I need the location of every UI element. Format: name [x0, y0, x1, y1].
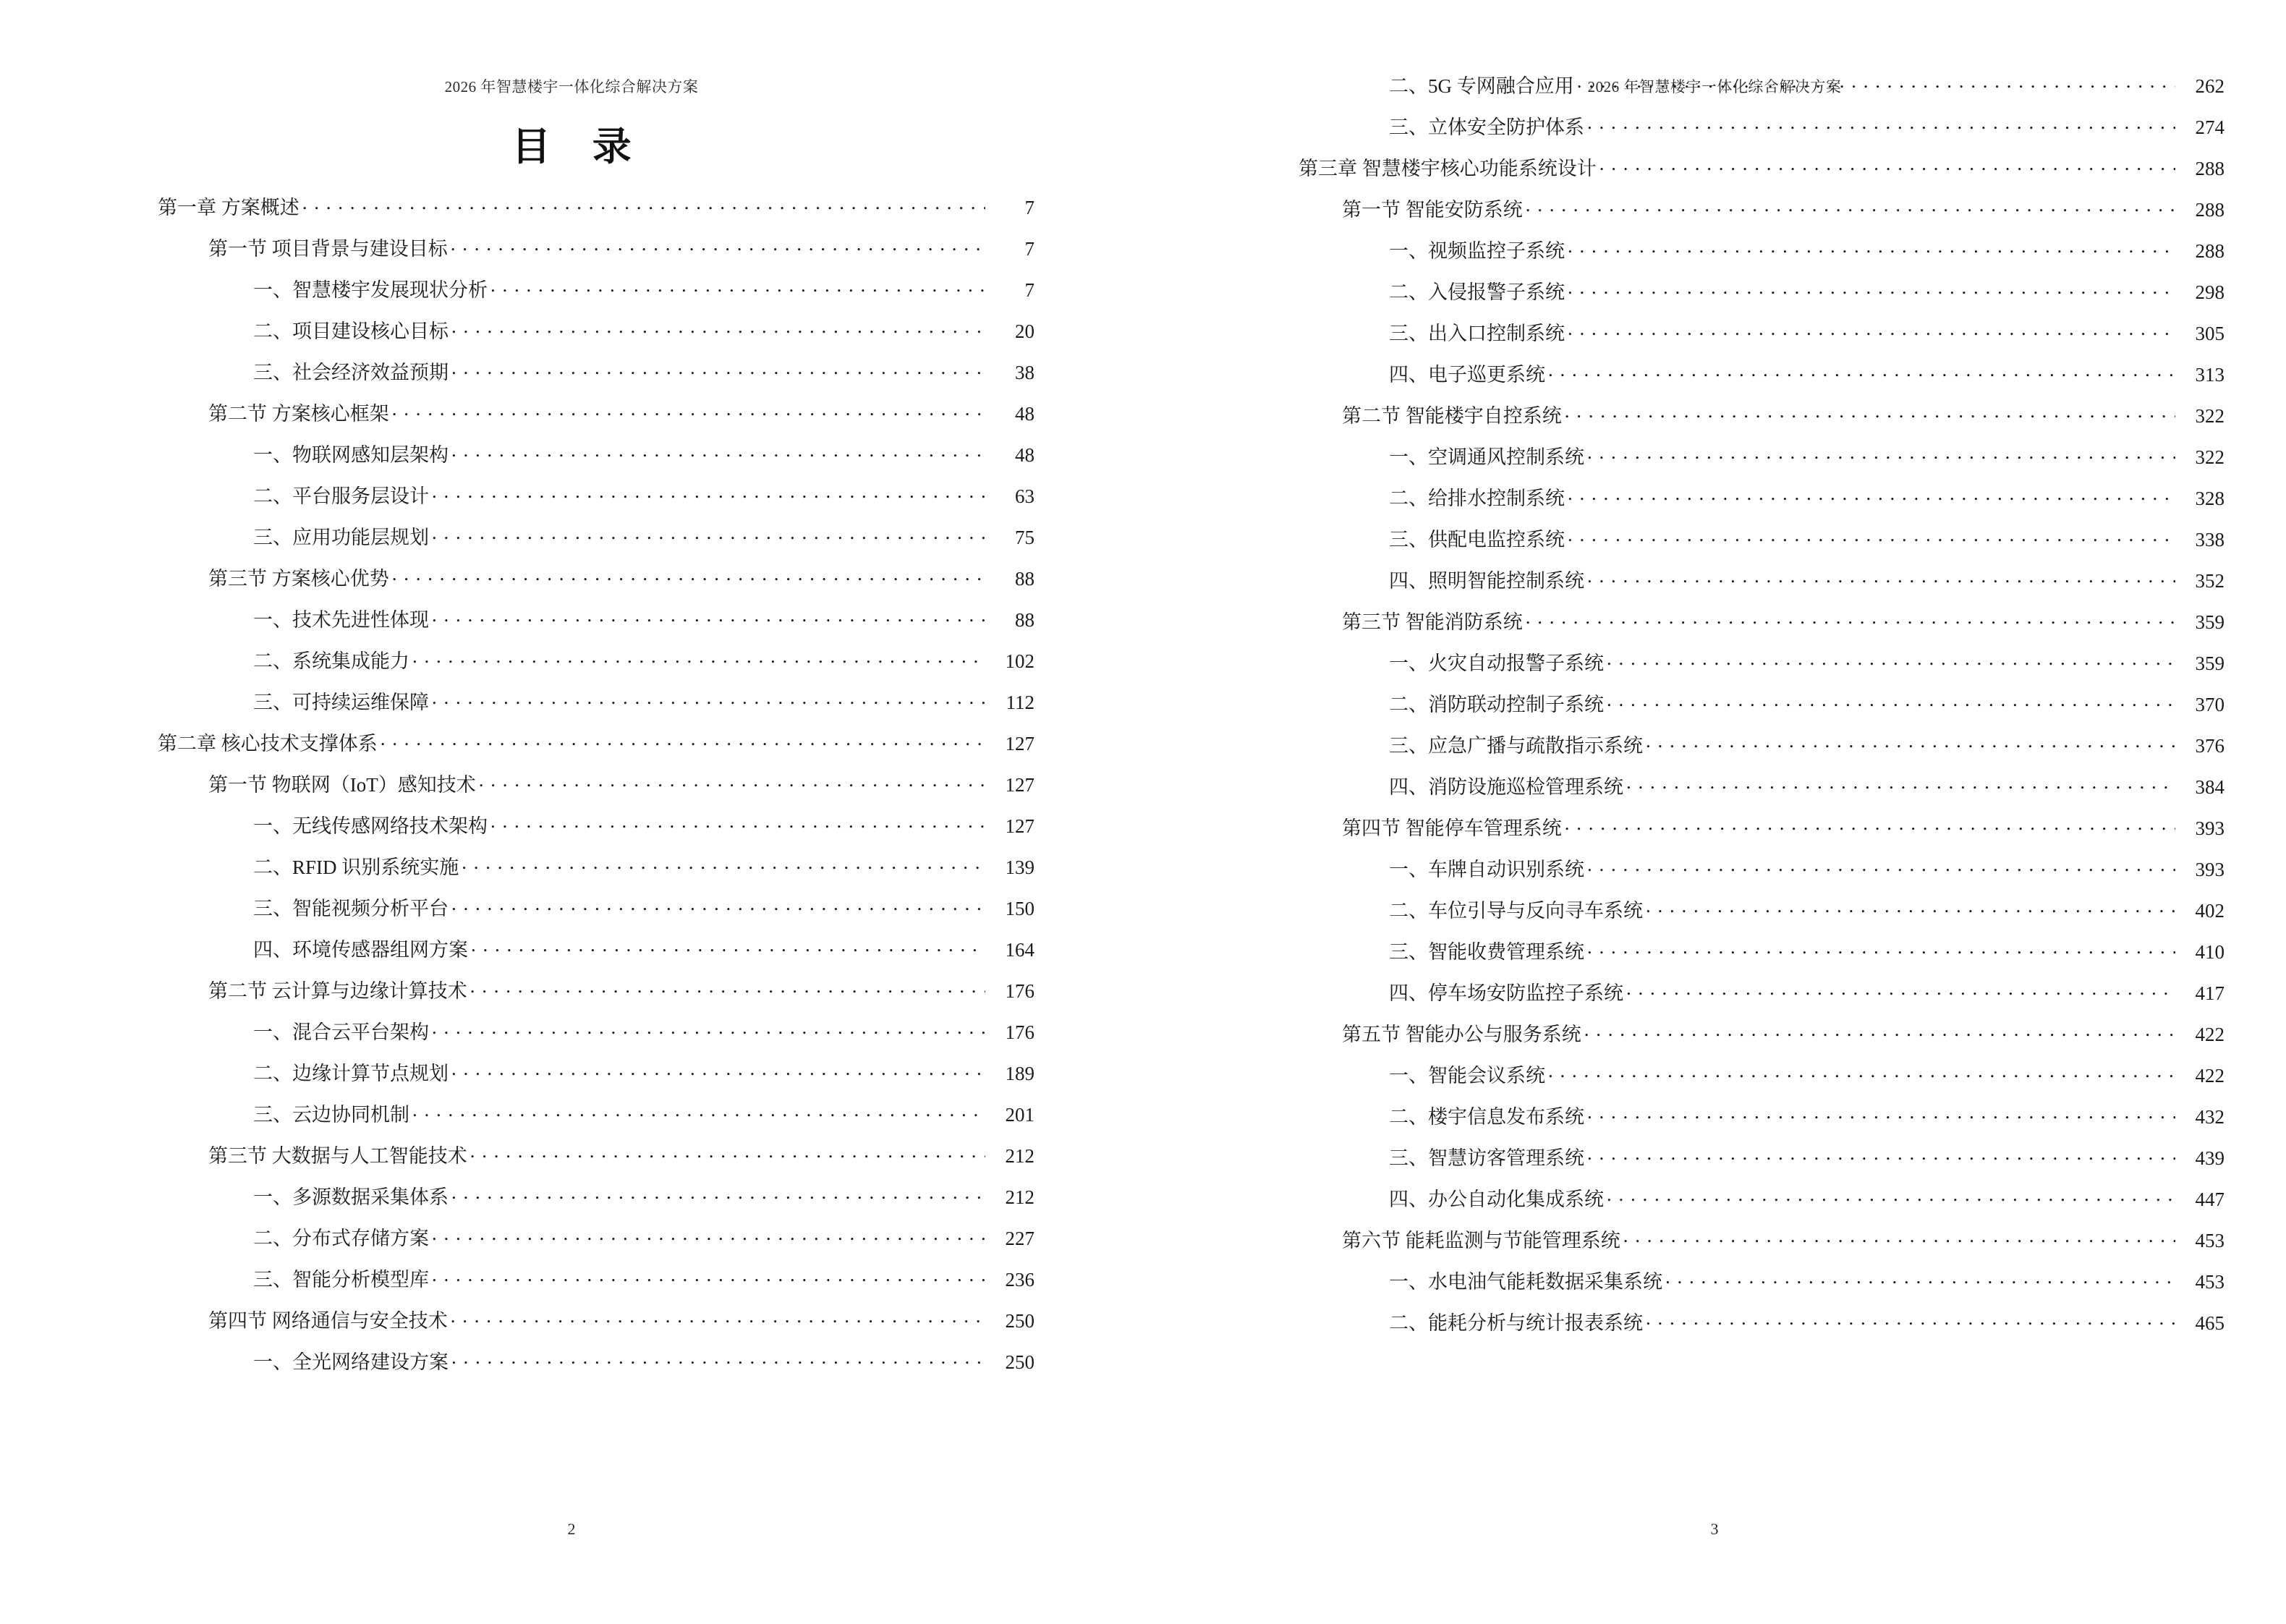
toc-entry-page-number: 63	[1015, 485, 1034, 507]
toc-leader-dots	[432, 1265, 985, 1285]
toc-entry-sub[interactable]	[0, 467, 1143, 508]
toc-entry-page-number: 359	[2195, 652, 2225, 674]
toc-entry-page-number: 112	[1006, 692, 1034, 713]
toc-leader-dots	[479, 770, 985, 790]
toc-leader-dots	[462, 853, 985, 872]
toc-entry-page-number: 322	[2195, 405, 2225, 427]
toc-leader-dots	[1646, 731, 2175, 751]
toc-leader-dots	[432, 605, 985, 625]
toc-entry-label: 三、社会经济效益预期	[253, 362, 449, 383]
toc-entry-sub[interactable]	[0, 673, 1143, 714]
toc-entry-sub[interactable]	[1143, 675, 2286, 716]
toc-entry-page-number: 465	[2195, 1312, 2225, 1334]
toc-entry-sub[interactable]	[0, 1332, 1143, 1374]
toc-leader-dots	[1587, 855, 2175, 875]
toc-entry-label: 三、供配电监控系统	[1389, 529, 1565, 550]
toc-leader-dots	[451, 1183, 985, 1202]
toc-leader-dots	[1577, 72, 2175, 91]
toc-entry-section[interactable]	[1143, 592, 2286, 634]
toc-entry-label: 一、混合云平台架构	[253, 1021, 429, 1043]
toc-entry-page-number: 410	[2195, 941, 2225, 963]
toc-entry-page-number: 422	[2195, 1065, 2225, 1087]
toc-entry-label: 四、环境传感器组网方案	[253, 939, 468, 961]
toc-leader-dots	[302, 193, 985, 213]
toc-entry-sub[interactable]	[0, 838, 1143, 879]
toc-entry-section[interactable]	[1143, 386, 2286, 428]
toc-entry-page-number: 164	[1005, 939, 1034, 961]
toc-entry-page-number: 212	[1005, 1145, 1034, 1167]
toc-entry-label: 一、车牌自动识别系统	[1389, 859, 1584, 880]
toc-entry-label: 第六节 能耗监测与节能管理系统	[1342, 1230, 1620, 1251]
toc-entry-label: 二、5G 专网融合应用	[1389, 75, 1574, 97]
page-right	[1143, 0, 2286, 1624]
toc-entry-sub[interactable]	[1143, 840, 2286, 881]
toc-entry-label: 三、应用功能层规划	[253, 527, 429, 548]
toc-leader-dots	[1565, 401, 2175, 421]
running-head-right: 2026 年智慧楼宇一体化综合解决方案	[1587, 78, 1842, 95]
toc-entry-label: 第一节 智能安防系统	[1342, 199, 1523, 221]
toc-entry-page-number: 402	[2195, 900, 2225, 922]
toc-leader-dots	[451, 358, 985, 378]
toc-list-right	[1143, 56, 2286, 1335]
toc-leader-dots	[1568, 319, 2175, 339]
toc-entry-page-number: 453	[2195, 1230, 2225, 1251]
toc-entry-sub[interactable]	[1143, 551, 2286, 592]
toc-entry-page-number: 227	[1005, 1228, 1034, 1249]
toc-entry-label: 三、立体安全防护体系	[1389, 116, 1584, 138]
toc-entry-page-number: 305	[2195, 323, 2225, 344]
toc-entry-section[interactable]	[0, 961, 1143, 1003]
toc-leader-dots	[451, 1348, 985, 1367]
toc-leader-dots	[451, 1306, 985, 1326]
toc-entry-label: 第二章 核心技术支撑体系	[158, 733, 378, 754]
toc-entry-label: 一、物联网感知层架构	[253, 444, 449, 466]
toc-entry-label: 二、系统集成能力	[253, 650, 409, 672]
toc-entry-sub[interactable]	[1143, 922, 2286, 964]
toc-entry-page-number: 352	[2195, 570, 2225, 592]
toc-list-left	[0, 178, 1143, 1374]
toc-entry-label: 二、车位引导与反向寻车系统	[1389, 900, 1643, 922]
toc-entry-sub[interactable]	[0, 1168, 1143, 1209]
toc-leader-dots	[490, 812, 985, 831]
toc-entry-page-number: 102	[1005, 650, 1034, 672]
toc-entry-page-number: 376	[2195, 735, 2225, 757]
toc-entry-section[interactable]	[0, 384, 1143, 425]
toc-leader-dots	[1607, 649, 2175, 668]
toc-entry-page-number: 393	[2195, 817, 2225, 839]
toc-entry-sub[interactable]	[1143, 98, 2286, 139]
toc-leader-dots	[1599, 154, 2175, 174]
toc-entry-label: 二、分布式存储方案	[253, 1228, 429, 1249]
toc-entry-page-number: 274	[2195, 116, 2225, 138]
toc-entry-label: 二、项目建设核心目标	[253, 320, 449, 342]
toc-entry-page-number: 370	[2195, 694, 2225, 715]
toc-entry-label: 二、消防联动控制子系统	[1389, 694, 1604, 715]
toc-entry-section[interactable]	[1143, 1211, 2286, 1252]
toc-entry-label: 第一节 项目背景与建设目标	[208, 238, 448, 260]
toc-entry-sub[interactable]	[1143, 304, 2286, 345]
toc-entry-page-number: 298	[2195, 281, 2225, 303]
toc-entry-sub[interactable]	[1143, 469, 2286, 510]
toc-entry-label: 三、智能收费管理系统	[1389, 941, 1584, 963]
toc-entry-page-number: 432	[2195, 1106, 2225, 1128]
toc-entry-sub[interactable]	[1143, 1087, 2286, 1128]
toc-entry-sub[interactable]	[1143, 263, 2286, 304]
toc-entry-label: 一、智能会议系统	[1389, 1065, 1545, 1087]
toc-entry-label: 一、火灾自动报警子系统	[1389, 652, 1604, 674]
toc-entry-sub[interactable]	[0, 1003, 1143, 1044]
toc-entry-page-number: 48	[1015, 444, 1034, 466]
toc-entry-sub[interactable]	[1143, 881, 2286, 922]
toc-entry-sub[interactable]	[1143, 510, 2286, 551]
page-title: 目 录	[511, 125, 647, 169]
toc-entry-page-number: 20	[1015, 320, 1034, 342]
toc-entry-label: 三、智能分析模型库	[253, 1269, 429, 1291]
folio-right: 3	[1710, 1520, 1719, 1538]
toc-entry-sub[interactable]	[1143, 1293, 2286, 1335]
toc-entry-sub[interactable]	[0, 260, 1143, 302]
toc-leader-dots	[432, 688, 985, 707]
running-head-left: 2026 年智慧楼宇一体化综合解决方案	[444, 78, 699, 95]
toc-entry-label: 一、技术先进性体现	[253, 609, 429, 631]
toc-leader-dots	[1665, 1267, 2175, 1287]
toc-entry-page-number: 447	[2195, 1189, 2225, 1210]
toc-entry-page-number: 139	[1005, 856, 1034, 878]
toc-entry-sub[interactable]	[1143, 716, 2286, 757]
toc-entry-label: 第四节 智能停车管理系统	[1342, 817, 1562, 839]
toc-entry-label: 第三节 大数据与人工智能技术	[208, 1145, 467, 1167]
toc-entry-page-number: 384	[2195, 776, 2225, 798]
toc-entry-page-number: 359	[2195, 611, 2225, 633]
toc-entry-sub[interactable]	[1143, 56, 2286, 98]
toc-entry-label: 三、云边协同机制	[253, 1104, 409, 1126]
toc-entry-label: 二、楼宇信息发布系统	[1389, 1106, 1584, 1128]
toc-entry-sub[interactable]	[0, 632, 1143, 673]
toc-entry-label: 一、无线传感网络技术架构	[253, 815, 488, 837]
toc-leader-dots	[451, 894, 985, 914]
toc-entry-label: 四、照明智能控制系统	[1389, 570, 1584, 592]
toc-entry-sub[interactable]	[1143, 1252, 2286, 1293]
toc-entry-page-number: 439	[2195, 1147, 2225, 1169]
toc-leader-dots	[412, 647, 985, 666]
toc-entry-sub[interactable]	[1143, 345, 2286, 386]
toc-entry-page-number: 48	[1015, 403, 1034, 425]
toc-entry-sub[interactable]	[0, 1250, 1143, 1291]
toc-entry-page-number: 38	[1015, 362, 1034, 383]
toc-leader-dots	[451, 441, 985, 460]
toc-leader-dots	[432, 482, 985, 501]
toc-entry-section[interactable]	[1143, 799, 2286, 840]
toc-entry-sub[interactable]	[0, 302, 1143, 343]
toc-entry-page-number: 393	[2195, 859, 2225, 880]
toc-entry-label: 三、智慧访客管理系统	[1389, 1147, 1584, 1169]
toc-leader-dots	[1587, 938, 2175, 957]
toc-entry-sub[interactable]	[0, 425, 1143, 467]
toc-entry-chapter[interactable]	[1143, 139, 2286, 180]
toc-leader-dots	[451, 234, 985, 254]
toc-entry-label: 第五节 智能办公与服务系统	[1342, 1024, 1581, 1045]
toc-leader-dots	[432, 523, 985, 543]
toc-leader-dots	[432, 1018, 985, 1037]
toc-entry-sub[interactable]	[0, 1044, 1143, 1085]
toc-entry-label: 一、空调通风控制系统	[1389, 446, 1584, 468]
toc-entry-label: 四、办公自动化集成系统	[1389, 1189, 1604, 1210]
toc-entry-page-number: 88	[1015, 609, 1034, 631]
toc-entry-label: 一、全光网络建设方案	[253, 1351, 449, 1373]
toc-entry-page-number: 322	[2195, 446, 2225, 468]
toc-entry-label: 三、可持续运维保障	[253, 692, 429, 713]
toc-entry-section[interactable]	[1143, 1005, 2286, 1046]
toc-leader-dots	[1587, 1144, 2175, 1163]
toc-entry-label: 第一节 物联网（IoT）感知技术	[208, 774, 476, 796]
toc-leader-dots	[1646, 896, 2175, 916]
toc-entry-label: 三、智能视频分析平台	[253, 898, 449, 919]
toc-entry-page-number: 127	[1005, 815, 1034, 837]
toc-entry-page-number: 7	[1024, 279, 1034, 301]
toc-entry-label: 第四节 网络通信与安全技术	[208, 1310, 448, 1332]
toc-entry-page-number: 453	[2195, 1271, 2225, 1293]
toc-entry-page-number: 422	[2195, 1024, 2225, 1045]
toc-leader-dots	[1587, 1102, 2175, 1122]
toc-leader-dots	[381, 729, 985, 749]
toc-leader-dots	[470, 977, 985, 996]
toc-leader-dots	[1587, 443, 2175, 462]
toc-leader-dots	[1626, 979, 2175, 998]
toc-entry-sub[interactable]	[1143, 964, 2286, 1005]
toc-leader-dots	[1565, 814, 2175, 833]
toc-leader-dots	[412, 1100, 985, 1120]
toc-leader-dots	[1626, 773, 2175, 792]
toc-entry-page-number: 338	[2195, 529, 2225, 550]
toc-leader-dots	[1548, 360, 2175, 380]
toc-leader-dots	[1587, 113, 2175, 132]
toc-entry-label: 二、边缘计算节点规划	[253, 1063, 449, 1084]
toc-leader-dots	[1526, 608, 2175, 627]
toc-entry-sub[interactable]	[1143, 1128, 2286, 1170]
toc-entry-sub[interactable]	[1143, 428, 2286, 469]
toc-entry-page-number: 262	[2195, 75, 2225, 97]
toc-entry-page-number: 288	[2195, 158, 2225, 179]
toc-entry-sub[interactable]	[0, 796, 1143, 838]
toc-leader-dots	[1548, 1061, 2175, 1081]
toc-entry-sub[interactable]	[1143, 221, 2286, 263]
toc-entry-sub[interactable]	[0, 590, 1143, 632]
toc-leader-dots	[1623, 1226, 2175, 1246]
toc-leader-dots	[1584, 1020, 2175, 1040]
toc-leader-dots	[1568, 237, 2175, 256]
toc-entry-label: 四、停车场安防监控子系统	[1389, 982, 1623, 1004]
toc-leader-dots	[392, 564, 985, 584]
toc-entry-page-number: 75	[1015, 527, 1034, 548]
toc-entry-page-number: 88	[1015, 568, 1034, 590]
toc-entry-label: 第二节 智能楼宇自控系统	[1342, 405, 1562, 427]
toc-entry-section[interactable]	[0, 1291, 1143, 1332]
toc-leader-dots	[1646, 1309, 2175, 1328]
toc-entry-page-number: 150	[1005, 898, 1034, 919]
toc-entry-page-number: 176	[1005, 1021, 1034, 1043]
toc-entry-page-number: 7	[1024, 238, 1034, 260]
toc-entry-section[interactable]	[0, 219, 1143, 260]
toc-entry-label: 第二节 方案核心框架	[208, 403, 389, 425]
toc-entry-label: 二、给排水控制系统	[1389, 488, 1565, 509]
toc-entry-sub[interactable]	[1143, 1170, 2286, 1211]
toc-leader-dots	[451, 317, 985, 336]
toc-entry-page-number: 212	[1005, 1186, 1034, 1208]
toc-leader-dots	[490, 276, 985, 295]
toc-leader-dots	[1526, 195, 2175, 215]
toc-entry-page-number: 250	[1005, 1351, 1034, 1373]
toc-leader-dots	[1568, 278, 2175, 297]
toc-leader-dots	[1568, 484, 2175, 503]
toc-entry-label: 三、出入口控制系统	[1389, 323, 1565, 344]
toc-entry-page-number: 417	[2195, 982, 2225, 1004]
folio-left: 2	[567, 1520, 576, 1538]
toc-entry-label: 三、应急广播与疏散指示系统	[1389, 735, 1643, 757]
toc-entry-section[interactable]	[0, 549, 1143, 590]
toc-entry-chapter[interactable]	[0, 178, 1143, 219]
toc-entry-page-number: 189	[1005, 1063, 1034, 1084]
toc-entry-section[interactable]	[1143, 180, 2286, 221]
toc-entry-page-number: 127	[1005, 733, 1034, 754]
toc-entry-page-number: 127	[1005, 774, 1034, 796]
toc-leader-dots	[392, 399, 985, 419]
toc-leader-dots	[432, 1224, 985, 1243]
toc-entry-label: 二、平台服务层设计	[253, 485, 429, 507]
toc-entry-sub[interactable]	[0, 879, 1143, 920]
toc-entry-page-number: 328	[2195, 488, 2225, 509]
toc-entry-sub[interactable]	[1143, 1046, 2286, 1087]
toc-entry-label: 一、多源数据采集体系	[253, 1186, 449, 1208]
toc-entry-sub[interactable]	[0, 1085, 1143, 1126]
toc-entry-label: 第三章 智慧楼宇核心功能系统设计	[1299, 158, 1597, 179]
toc-entry-label: 第二节 云计算与边缘计算技术	[208, 980, 467, 1002]
toc-leader-dots	[1568, 525, 2175, 545]
toc-entry-label: 二、RFID 识别系统实施	[253, 856, 459, 878]
toc-leader-dots	[1587, 566, 2175, 586]
toc-leader-dots	[470, 1142, 985, 1161]
toc-entry-page-number: 288	[2195, 199, 2225, 221]
toc-entry-sub[interactable]	[1143, 634, 2286, 675]
toc-entry-label: 四、电子巡更系统	[1389, 364, 1545, 386]
toc-entry-sub[interactable]	[0, 1209, 1143, 1250]
toc-entry-page-number: 7	[1024, 197, 1034, 218]
toc-entry-sub[interactable]	[0, 920, 1143, 961]
toc-entry-page-number: 288	[2195, 240, 2225, 262]
toc-entry-page-number: 236	[1005, 1269, 1034, 1291]
toc-leader-dots	[1607, 1185, 2175, 1204]
toc-leader-dots	[1607, 690, 2175, 710]
toc-entry-label: 一、智慧楼宇发展现状分析	[253, 279, 488, 301]
toc-entry-sub[interactable]	[0, 508, 1143, 549]
toc-entry-label: 第三节 方案核心优势	[208, 568, 389, 590]
toc-leader-dots	[451, 1059, 985, 1079]
toc-entry-sub[interactable]	[1143, 757, 2286, 799]
toc-entry-label: 二、入侵报警子系统	[1389, 281, 1565, 303]
toc-entry-label: 一、水电油气能耗数据采集系统	[1389, 1271, 1662, 1293]
toc-entry-label: 四、消防设施巡检管理系统	[1389, 776, 1623, 798]
toc-entry-page-number: 313	[2195, 364, 2225, 386]
toc-entry-page-number: 250	[1005, 1310, 1034, 1332]
toc-leader-dots	[471, 935, 985, 955]
toc-entry-sub[interactable]	[0, 343, 1143, 384]
toc-entry-label: 一、视频监控子系统	[1389, 240, 1565, 262]
toc-entry-page-number: 201	[1005, 1104, 1034, 1126]
toc-entry-label: 第一章 方案概述	[158, 197, 299, 218]
toc-entry-label: 第三节 智能消防系统	[1342, 611, 1523, 633]
toc-entry-label: 二、能耗分析与统计报表系统	[1389, 1312, 1643, 1334]
toc-entry-chapter[interactable]	[0, 714, 1143, 755]
toc-entry-page-number: 176	[1005, 980, 1034, 1002]
toc-entry-section[interactable]	[0, 755, 1143, 796]
toc-entry-section[interactable]	[0, 1126, 1143, 1168]
